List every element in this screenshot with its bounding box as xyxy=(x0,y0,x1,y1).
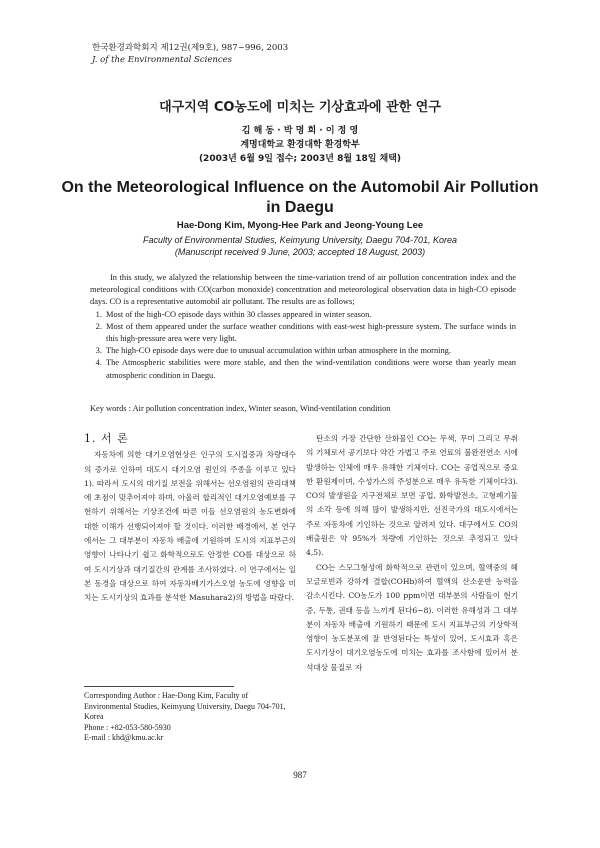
footnote-divider xyxy=(84,686,234,687)
abstract xyxy=(90,272,516,382)
abstract-intro: In this study, we alalyzed the relationship between the time-variation trend of air pollution concentration index and the meteorological conditions with CO(carbon monoxide) concentration and meteorological observation data in high-CO episode days. CO is a representative automobil air pollutant. The results are as follows; xyxy=(90,273,516,307)
section-heading: 1. 서 론 xyxy=(84,432,129,445)
journal-name-en: J. of the Environmental Sciences xyxy=(92,55,233,65)
affiliation-ko: 계명대학교 환경대학 환경학부 xyxy=(240,140,360,150)
abstract-result-item: 4. The Atmospheric stabilities were more stable, and then the wind-ventilation conditions were worse than yearly mean atmospheric condition in Daegu. xyxy=(104,357,516,381)
authors-korean-block xyxy=(0,124,600,166)
abstract-results-list xyxy=(90,309,516,382)
author-names-ko: 김 해 동 · 박 명 희 · 이 정 영 xyxy=(241,126,359,136)
body-paragraph: 자동차에 의한 대기오염현상은 인구의 도시집중과 차량대수의 증가로 인하여 대도시 대기오염 원인의 주종을 이루고 있다1). 따라서 도시의 대기질 보전을 위해서는 선오염원의 관리대책에 초점이 맞추어져야 하며, 아울러 합리적인 대기오염예보를 구현하기 위해서는 기상조건에 따른 이들 선오염원의 농도변화에 대한 이해가 선행되어져야 할 것이다. 이러한 배경에서, 본 연구에서는 그 대부분이 자동차 배출에 기원하며 도시의 지표부근의 영향이 나타나기 쉽고 화학적으로도 안정한 CO를 대상으로 하여 도시기상과 대기질간의 관계를 조사하였다. 이 연구에서는 일본 동경을 대상으로 하여 자동차배기가스오염 농도에 영향을 미치는 도시기상의 효과를 분석한 Masuhara2)의 방법을 따랐다. xyxy=(84,450,296,603)
right-column xyxy=(306,432,518,675)
author-names-en: Hae-Dong Kim, Myong-Hee Park and Jeong-Young Lee xyxy=(176,220,424,231)
received-dates-ko: (2003년 6월 9일 접수; 2003년 8월 18일 채택) xyxy=(198,154,402,164)
corresponding-author-footnote xyxy=(84,686,296,744)
author-phone: Phone : +82-053-580-5930 xyxy=(84,722,171,732)
journal-citation-ko: 한국환경과학회지 제12권(제9호), 987~996, 2003 xyxy=(92,43,289,53)
left-column xyxy=(84,432,296,606)
abstract-result-item: 3. The high-CO episode days were due to unusual accumulation within urban atmosphere in the morning. xyxy=(104,345,516,357)
affiliation-en: Faculty of Environmental Studies, Keimyung University, Daegu 704-701, Korea xyxy=(143,235,457,245)
keywords: Key words : Air pollution concentration index, Winter season, Wind-ventilation condition xyxy=(90,404,391,413)
body-paragraph: 탄소의 가장 간단한 산화물인 CO는 무색, 무미 그리고 무취의 기체로서 공기보다 약간 가볍고 주로 연료의 불완전연소 시에 발생하는 인체에 매우 유해한 기체이다. CO는 공업적으로 중요한 환원제이며, 수성가스의 주성분으로 매우 유독한 기체이다3). CO의 발생원을 지구전체로 보면 공업, 화학발전소, 고형폐기물의 소각 등에 의해 많이 발생하지만, 선진국가의 대도시에서는 주로 자동차에 기인하는 것으로 알려져 있다. 대구에서도 CO의 배출원은 약 95%가 차량에 기인하는 것으로 추정되고 있다4,5). xyxy=(306,434,518,558)
abstract-result-item: 1. Most of the high-CO episode days within 30 classes appeared in winter season. xyxy=(104,309,516,321)
title-korean: 대구지역 CO농도에 미치는 기상효과에 관한 연구 xyxy=(159,100,441,115)
journal-header xyxy=(92,42,288,66)
author-email: E-mail : khd@kmu.ac.kr xyxy=(84,733,164,742)
page-number: 987 xyxy=(293,770,307,780)
title-english: On the Meteorological Influence on the Automobil Air Pollution in Daegu xyxy=(61,179,539,216)
authors-english-block xyxy=(0,220,600,258)
manuscript-dates-en: (Manuscript received 9 June, 2003; accepted 18 August, 2003) xyxy=(174,247,426,257)
abstract-result-item: 2. Most of them appeared under the surface weather conditions with east-west high-pressure system. The surface winds in this high-pressure area were very light. xyxy=(104,321,516,345)
corresponding-author: Corresponding Author : Hae-Dong Kim, Faculty of Environmental Studies, Keimyung University, Daegu 704-701, Korea xyxy=(84,691,286,721)
body-paragraph: CO는 스모그형성에 화학적으로 관련이 있으며, 혈액중의 헤모글로빈과 강하게 결합(COHb)하여 혈액의 산소운반 능력을 감소시킨다. CO농도가 100 ppm이면 대부분의 사람들이 현기증, 두통, 권태 등을 느끼게 된다6~8). 이러한 유해성과 그 대부분이 자동차 배출에 기원하기 때문에 도시 지표부근의 기상학적 영향이 농도분포에 잘 반영된다는 특성이 있어, 도시효과 혹은 도시기상이 대기오염농도에 미치는 효과를 조사함에 있어서 분석대상 물질로 자 xyxy=(306,562,518,672)
